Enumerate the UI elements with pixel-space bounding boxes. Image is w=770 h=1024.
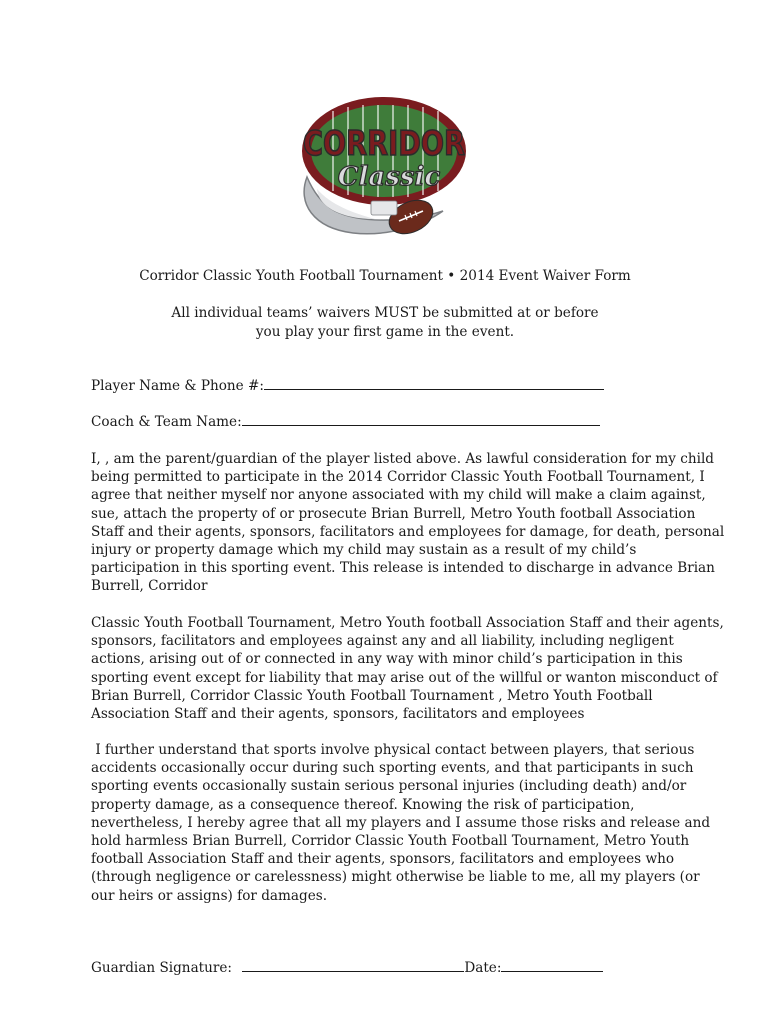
player-name-phone-line[interactable]: [264, 378, 604, 390]
logo-banner: [371, 201, 397, 215]
form-title: Corridor Classic Youth Football Tournament • 2014 Event Waiver Form: [139, 268, 631, 284]
paragraph-line: (through negligence or carelessness) might otherwise be liable to me, all my players (or: [91, 869, 700, 886]
paragraph-line: sporting events occasionally sustain serious personal injuries (including death) and/or: [91, 778, 687, 795]
paragraph-line: hold harmless Brian Burrell, Corridor Classic Youth Football Tournament, Metro Youth: [91, 833, 690, 850]
guardian-signature-line[interactable]: [242, 960, 464, 972]
signature-row: [91, 960, 603, 976]
paragraph-line: football Association Staff and their agents, sponsors, facilitators and employees who: [91, 851, 675, 868]
consideration-paragraph: [91, 450, 725, 596]
paragraph-line: sponsors, facilitators and employees against any and all liability, including negligent: [91, 633, 674, 650]
coach-team-name-field[interactable]: [91, 414, 600, 430]
player-name-phone-field[interactable]: [91, 378, 604, 394]
risk-acknowledgement-paragraph: [91, 741, 711, 905]
paragraph-line: sporting event except for liability that may arise out of the willful or wanton misconduct of: [91, 669, 718, 686]
paragraph-line: agree that neither myself nor anyone associated with my child will make a claim against,: [91, 487, 706, 504]
paragraph-line: property damage, as a consequence thereof. Knowing the risk of participation,: [91, 796, 635, 813]
paragraph-line: Burrell, Corridor: [91, 578, 208, 595]
paragraph-line: nevertheless, I hereby agree that all my players and I assume those risks and release and: [91, 814, 711, 831]
corridor-classic-logo: [293, 93, 475, 245]
notice-line: you play your first game in the event.: [255, 323, 515, 340]
paragraph-line: Brian Burrell, Corridor Classic Youth Football Tournament , Metro Youth Football: [91, 687, 653, 704]
paragraph-line: our heirs or assigns) for damages.: [91, 887, 328, 904]
paragraph-line: Association Staff and their agents, sponsors, facilitators and employees: [91, 706, 585, 723]
logo-word-classic: Classic: [337, 162, 441, 192]
coach-team-name-line[interactable]: [242, 414, 600, 426]
paragraph-line: sue, attach the property of or prosecute Brian Burrell, Metro Youth football Association: [91, 505, 696, 522]
paragraph-line: Classic Youth Football Tournament, Metro Youth football Association Staff and their agents,: [91, 615, 724, 631]
coach-team-name-label: Coach & Team Name:: [91, 414, 242, 430]
paragraph-line: I, , am the parent/guardian of the player listed above. As lawful consideration for my child: [91, 451, 715, 467]
paragraph-line: being permitted to participate in the 2014 Corridor Classic Youth Football Tournament, I: [91, 469, 705, 486]
paragraph-line: accidents occasionally occur during such sporting events, and that participants in such: [91, 760, 694, 777]
notice-line: All individual teams’ waivers MUST be submitted at or before: [171, 305, 599, 321]
liability-paragraph: [91, 614, 724, 723]
paragraph-line: I further understand that sports involve physical contact between players, that serious: [91, 742, 695, 758]
logo-word-corridor: CORRIDOR: [303, 124, 465, 164]
paragraph-line: actions, arising out of or connected in any way with minor child’s participation in this: [91, 651, 683, 668]
guardian-signature-label: Guardian Signature:: [91, 960, 233, 976]
paragraph-line: Staff and their agents, sponsors, facilitators and employees for damage, for death, personal: [91, 523, 725, 540]
player-name-phone-label: Player Name & Phone #:: [91, 378, 264, 394]
paragraph-line: injury or property damage which my child may sustain as a result of my child’s: [91, 542, 637, 559]
date-line[interactable]: [501, 960, 603, 972]
date-label: Date:: [464, 960, 502, 976]
paragraph-line: participation in this sporting event. This release is intended to discharge in advance Brian: [91, 560, 715, 577]
submission-notice: [0, 304, 770, 341]
